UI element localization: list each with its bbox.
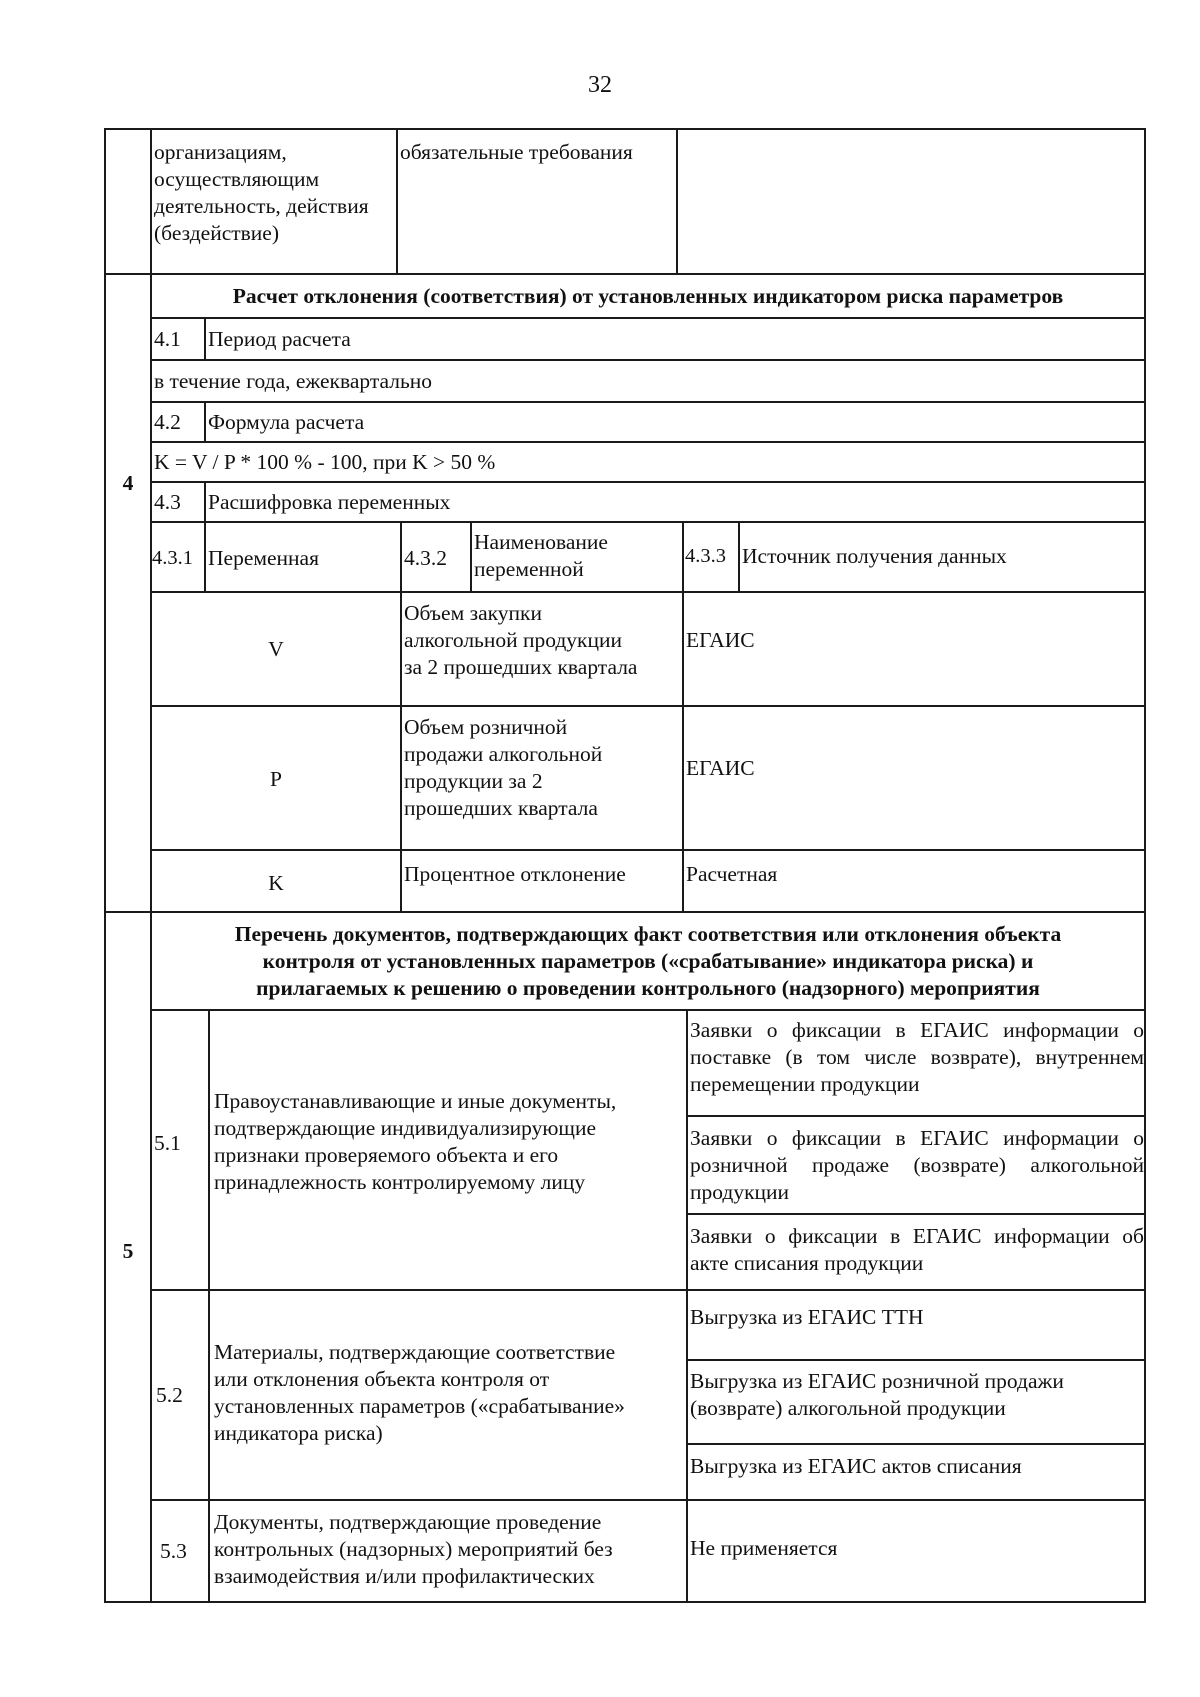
row-4-1-value: в течение года, ежеквартально bbox=[154, 369, 433, 393]
row-5-2-number: 5.2 bbox=[156, 1383, 183, 1407]
header-data-source: Источник получения данных bbox=[742, 544, 1007, 568]
continuation-subject: организациям, осуществляющим деятельность, действия (бездействие) bbox=[154, 140, 369, 245]
row-5-3-description: Документы, подтверждающие проведение контрольных (надзорных) мероприятий без взаимодействия и/или профилактических bbox=[214, 1510, 613, 1588]
row-4-3-label: Расшифровка переменных bbox=[208, 490, 451, 514]
row-5-2-document: Выгрузка из ЕГАИС розничной продажи (возврате) алкогольной продукции bbox=[690, 1369, 1064, 1420]
header-4-3-1-number: 4.3.1 bbox=[152, 547, 193, 569]
row-5-3-number: 5.3 bbox=[160, 1539, 187, 1563]
page-number: 32 bbox=[588, 72, 612, 98]
row-5-2-description: Материалы, подтверждающие соответствие или отклонения объекта контроля от установленных параметров («срабатывание» индикатора риска) bbox=[214, 1340, 625, 1445]
variable-name: Объем закупки алкогольной продукции за 2 прошедших квартала bbox=[404, 601, 638, 679]
variable-symbol: P bbox=[270, 767, 282, 791]
row-4-1-number: 4.1 bbox=[154, 327, 181, 351]
row-5-1-description: Правоустанавливающие и иные документы, подтверждающие индивидуализирующие признаки проверяемого объекта и его принадлежность контролируемому лицу bbox=[214, 1089, 617, 1194]
row-5-1-number: 5.1 bbox=[154, 1131, 181, 1155]
header-variable-name: Наименование переменной bbox=[474, 530, 608, 581]
section-5-title: Перечень документов, подтверждающих факт соответствия или отклонения объекта контроля от установленных параметров («срабатывание» индикатора риска) и прилагаемых к решению о проведении контрольного (надзорного) мероприятия bbox=[234, 922, 1062, 1000]
variable-name: Объем розничной продажи алкогольной продукции за 2 прошедших квартала bbox=[404, 715, 603, 820]
section-4-number: 4 bbox=[122, 471, 134, 495]
row-4-2-number: 4.2 bbox=[154, 410, 181, 434]
row-5-1-document: Заявки о фиксации в ЕГАИС информации об акте списания продукции bbox=[690, 1224, 1144, 1275]
row-5-2-document: Выгрузка из ЕГАИС актов списания bbox=[690, 1454, 1022, 1478]
row-4-3-number: 4.3 bbox=[154, 490, 181, 514]
row-4-2-label: Формула расчета bbox=[208, 410, 365, 434]
variable-source: Расчетная bbox=[686, 862, 778, 886]
row-5-1-document: Заявки о фиксации в ЕГАИС информации о поставке (в том числе возврате), внутреннем перемещении продукции bbox=[690, 1018, 1144, 1096]
variable-name: Процентное отклонение bbox=[404, 862, 626, 886]
header-4-3-3-number: 4.3.3 bbox=[685, 545, 726, 567]
row-5-1-document: Заявки о фиксации в ЕГАИС информации о розничной продаже (возврате) алкогольной продукции bbox=[690, 1126, 1144, 1204]
variable-source: ЕГАИС bbox=[686, 756, 755, 780]
header-4-3-2-number: 4.3.2 bbox=[404, 546, 447, 570]
row-5-3-value: Не применяется bbox=[690, 1536, 838, 1560]
formula: K = V / P * 100 % - 100, при K > 50 % bbox=[154, 450, 496, 474]
row-4-1-label: Период расчета bbox=[208, 327, 351, 351]
section-5-number: 5 bbox=[122, 1239, 134, 1263]
continuation-requirements: обязательные требования bbox=[400, 140, 633, 164]
header-variable: Переменная bbox=[208, 546, 319, 570]
row-5-2-document: Выгрузка из ЕГАИС ТТН bbox=[690, 1305, 924, 1329]
section-4-title: Расчет отклонения (соответствия) от установленных индикатором риска параметров bbox=[232, 284, 1064, 308]
variable-symbol: V bbox=[268, 637, 284, 661]
variable-symbol: K bbox=[268, 871, 284, 895]
variable-source: ЕГАИС bbox=[686, 628, 755, 652]
